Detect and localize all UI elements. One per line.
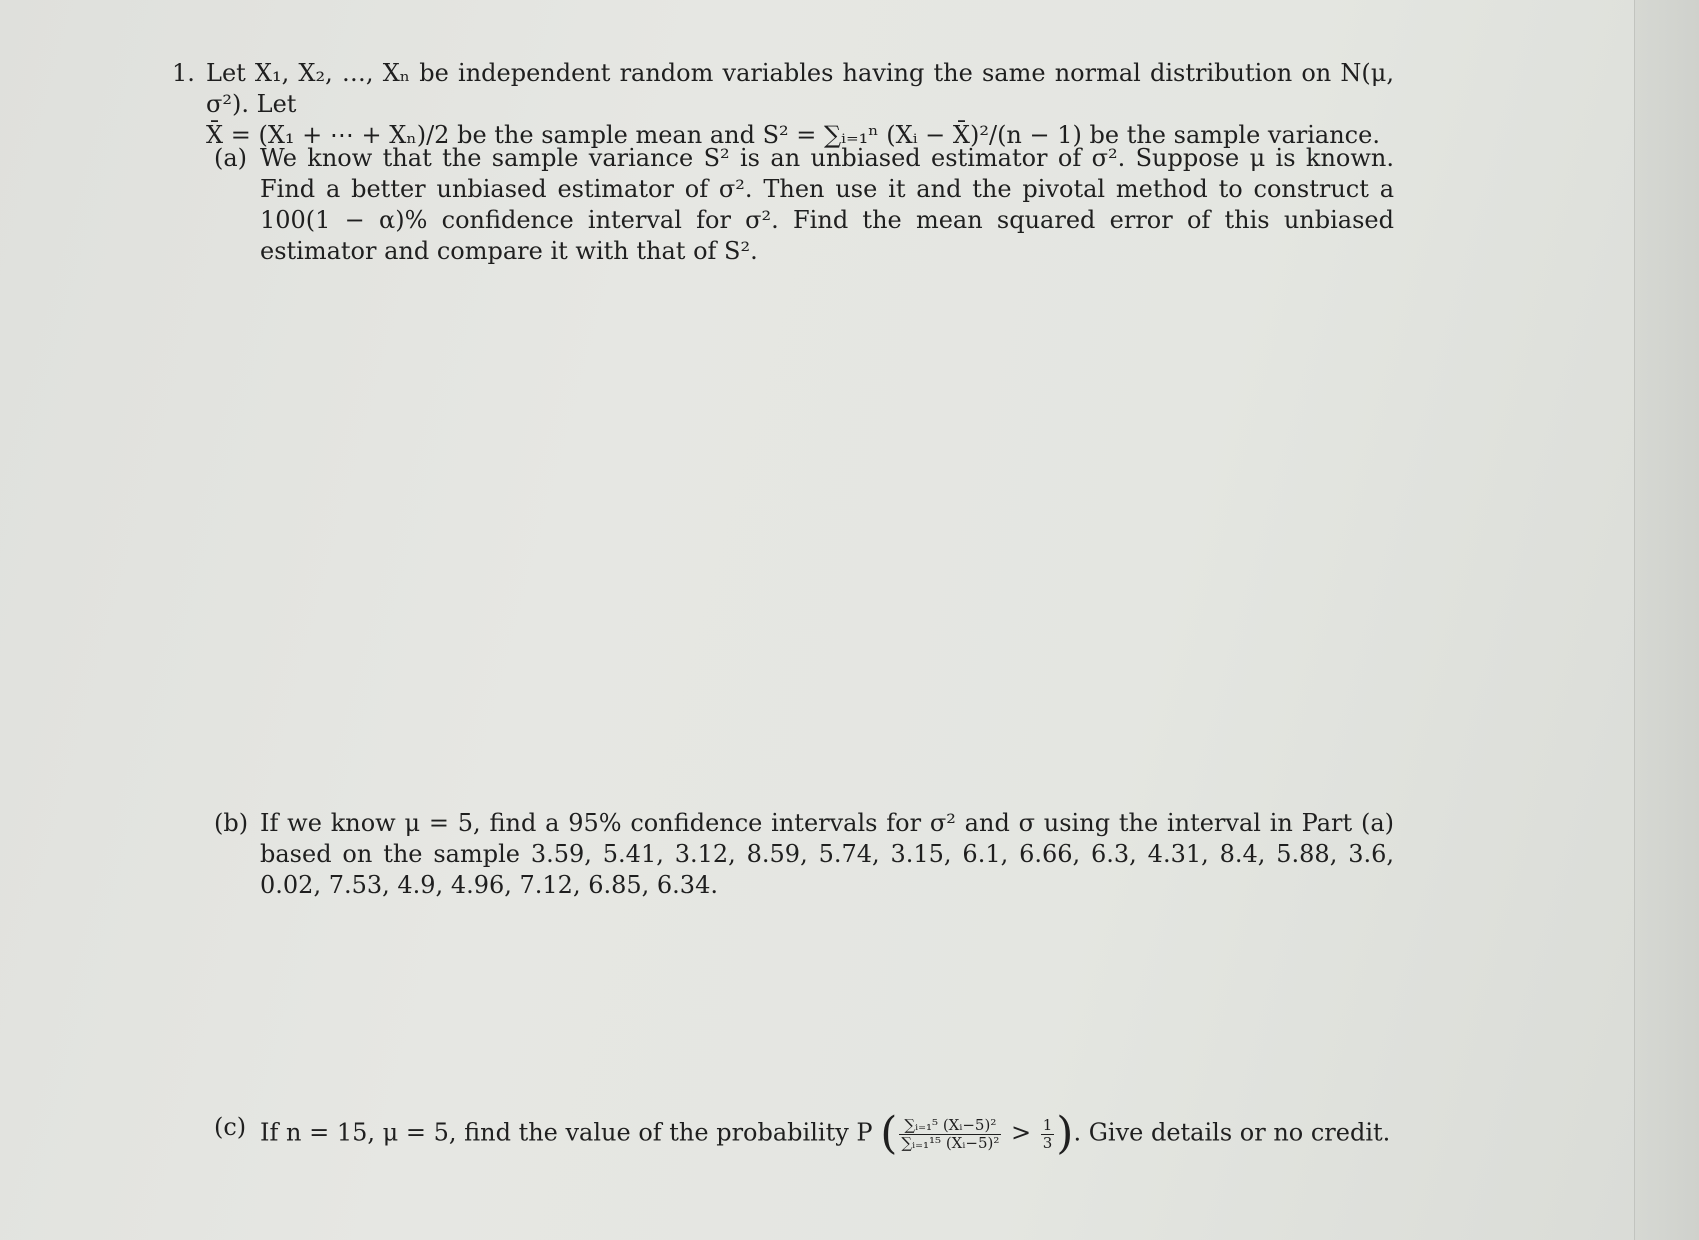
ratio-numerator: ∑ᵢ₌₁⁵ (Xᵢ−5)² bbox=[899, 1117, 1001, 1135]
one-third-numerator: 1 bbox=[1042, 1115, 1053, 1134]
one-third-fraction bbox=[1041, 1117, 1055, 1152]
part-b-text: If we know μ = 5, find a 95% confidence intervals for σ² and σ using the interval in Part (a) based on the sample 3.59, 5.41, 3.12, 8.59, 5.74, 3.15, 6.1, 6.66, 6.3, 4.31, 8.4, 5.88, 3.6, 0.02, 7.53, 4.9, 4.96, 7.12, 6.85, 6.34. bbox=[260, 809, 1394, 899]
problem-stem bbox=[206, 58, 1394, 151]
greater-than-sign: > bbox=[1011, 1118, 1039, 1147]
right-paren: ) bbox=[1056, 1108, 1074, 1159]
problem-stem-line2: X̄ = (X₁ + ⋯ + Xₙ)/2 be the sample mean and S² = ∑ᵢ₌₁ⁿ (Xᵢ − X̄)²/(n − 1) be the sample variance. bbox=[206, 121, 1380, 149]
page-edge bbox=[1634, 0, 1699, 1240]
part-c-label: (c) bbox=[214, 1113, 247, 1141]
ratio-denominator: ∑ᵢ₌₁¹⁵ (Xᵢ−5)² bbox=[901, 1133, 1000, 1152]
problem-stem-line1: Let X₁, X₂, …, Xₙ be independent random variables having the same normal distribution on N(μ, σ²). Let bbox=[206, 59, 1394, 118]
part-a-text: We know that the sample variance S² is an unbiased estimator of σ². Suppose μ is known. Find a better unbiased estimator of σ². Then use it and the pivotal method to construct a 100(1 − α)% confidence interval for σ². Find the mean squared error of this unbiased estimator and compare it with that of S². bbox=[260, 144, 1394, 265]
part-a-label: (a) bbox=[214, 144, 248, 172]
left-paren: ( bbox=[880, 1108, 898, 1159]
part-a bbox=[214, 143, 1394, 267]
part-c-text bbox=[260, 1108, 1394, 1159]
part-c bbox=[214, 1108, 1394, 1159]
part-c-text-after: . Give details or no credit. bbox=[1073, 1118, 1391, 1147]
ratio-fraction bbox=[899, 1117, 1001, 1152]
one-third-denominator: 3 bbox=[1042, 1133, 1053, 1152]
part-b bbox=[214, 808, 1394, 901]
part-b-label: (b) bbox=[214, 809, 249, 837]
part-c-text-before: If n = 15, μ = 5, find the value of the probability P bbox=[260, 1118, 873, 1147]
problem-1 bbox=[172, 58, 1394, 151]
problem-number: 1. bbox=[172, 59, 195, 87]
